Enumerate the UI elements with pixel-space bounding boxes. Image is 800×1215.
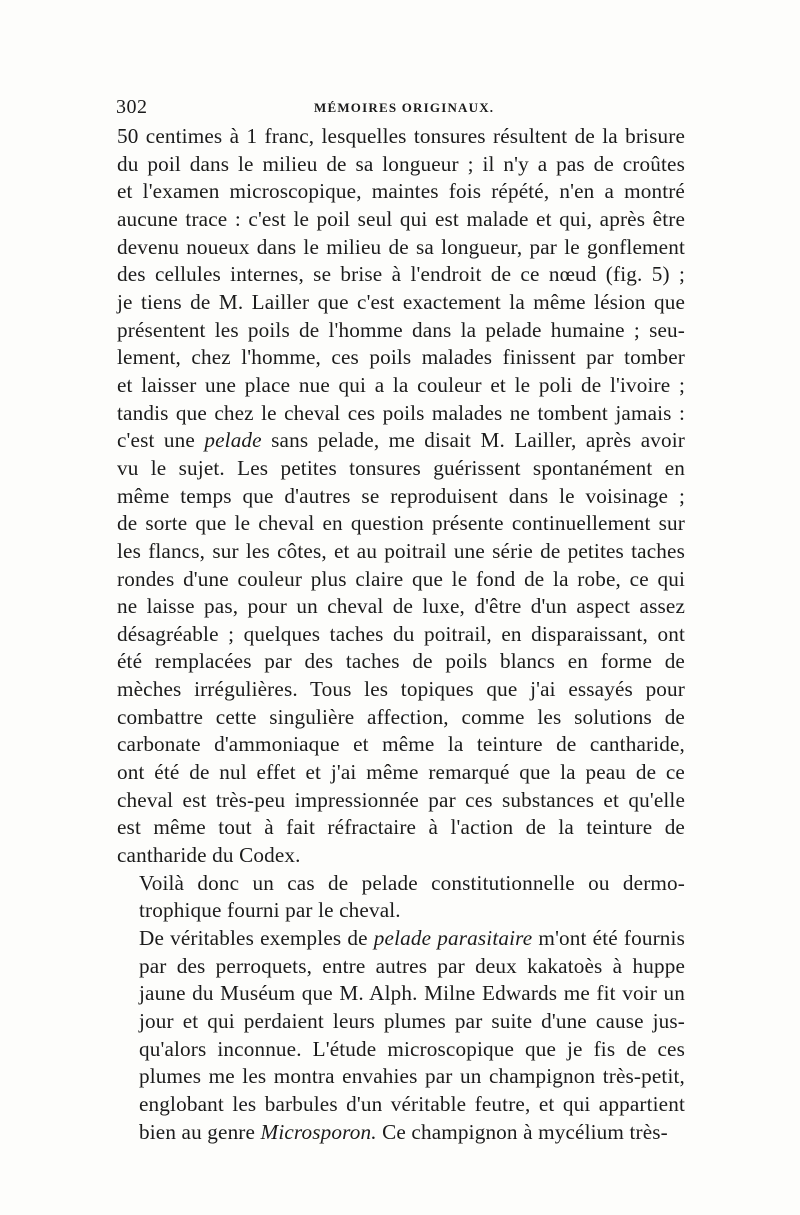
text-line: De véritables exemples de pelade parasitaire m'ont été fournis [139,926,685,951]
text-line: qu'alors inconnue. L'étude microscopique que je fis de ces [139,1036,685,1061]
text-line: été remplacées par des taches de poils blancs en forme de [117,649,685,674]
text-line: cantharide du Codex. [117,843,301,868]
text-line: plumes me les montra envahies par un champignon très-petit, [139,1064,685,1089]
italic-term: Microsporon. [260,1119,377,1144]
text-line: jaune du Muséum que M. Alph. Milne Edwards me fit voir un [139,981,685,1006]
text-line: 50 centimes à 1 franc, lesquelles tonsures résultent de la brisure [117,124,685,148]
text-line: des cellules internes, se brise à l'endroit de ce nœud (fig. 5) ; [117,262,685,287]
text-line: ne laisse pas, pour un cheval de luxe, d'être d'un aspect assez [117,594,685,619]
text-line: jour et qui perdaient leurs plumes par suite d'une cause jus- [139,1009,685,1033]
text-line: et laisser une place nue qui a la couleur et le poli de l'ivoire ; [117,372,685,397]
text-line: mèches irrégulières. Tous les topiques que j'ai essayés pour [117,677,685,702]
italic-term: pelade parasitaire [373,926,533,951]
text-line: vu le sujet. Les petites tonsures guérissent spontanément en [117,455,685,480]
paragraph-1 [117,123,685,870]
text-line: même temps que d'autres se reproduisent dans le voisinage ; [117,483,685,508]
text-line: ont été de nul effet et j'ai même remarqué que la peau de ce [117,760,685,785]
text-line: par des perroquets, entre autres par deux kakatoès à huppe [139,953,685,978]
text-line: lement, chez l'homme, ces poils malades finissent par tomber [117,345,685,370]
text-line: aucune trace : c'est le poil seul qui est malade et qui, après être [117,206,685,231]
body-text [117,123,685,1146]
text-line: présentent les poils de l'homme dans la pelade humaine ; seu- [117,317,685,342]
text-line: trophique fourni par le cheval. [139,898,401,923]
text-line: c'est une pelade sans pelade, me disait M. Lailler, après avoir [117,428,685,453]
text-line: est même tout à fait réfractaire à l'action de la teinture de [117,815,685,840]
text-line: et l'examen microscopique, maintes fois répété, n'en a montré [117,179,685,204]
text-line: tandis que chez le cheval ces poils malades ne tombent jamais : [117,400,685,425]
text-line: bien au genre Microsporon. Ce champignon à mycélium très- [139,1119,668,1144]
running-title: MÉMOIRES ORIGINAUX. [314,100,495,115]
paragraph-3 [117,925,685,1146]
text-line: du poil dans le milieu de sa longueur ; il n'y a pas de croûtes [117,151,685,176]
text-line: désagréable ; quelques taches du poitrail, en disparaissant, ont [117,621,685,646]
text-line: Voilà donc un cas de pelade constitutionnelle ou dermo- [139,870,685,895]
text-line: combattre cette singulière affection, comme les solutions de [117,704,685,729]
page-number: 302 [116,96,148,118]
text-line: de sorte que le cheval en question présente continuellement sur [117,511,685,536]
text-line: cheval est très-peu impressionnée par ces substances et qu'elle [117,787,685,812]
page-header [116,96,686,120]
text-line: carbonate d'ammoniaque et même la teinture de cantharide, [117,732,685,757]
italic-term: pelade [204,428,262,453]
text-line: englobant les barbules d'un véritable feutre, et qui appartient [139,1091,685,1116]
paragraph-2 [117,870,685,925]
text-line: devenu noueux dans le milieu de sa longueur, par le gonflement [117,234,685,259]
text-line: je tiens de M. Lailler que c'est exactement la même lésion que [117,289,685,314]
text-line: les flancs, sur les côtes, et au poitrail une série de petites taches [117,538,685,563]
text-line: rondes d'une couleur plus claire que le fond de la robe, ce qui [117,566,685,591]
